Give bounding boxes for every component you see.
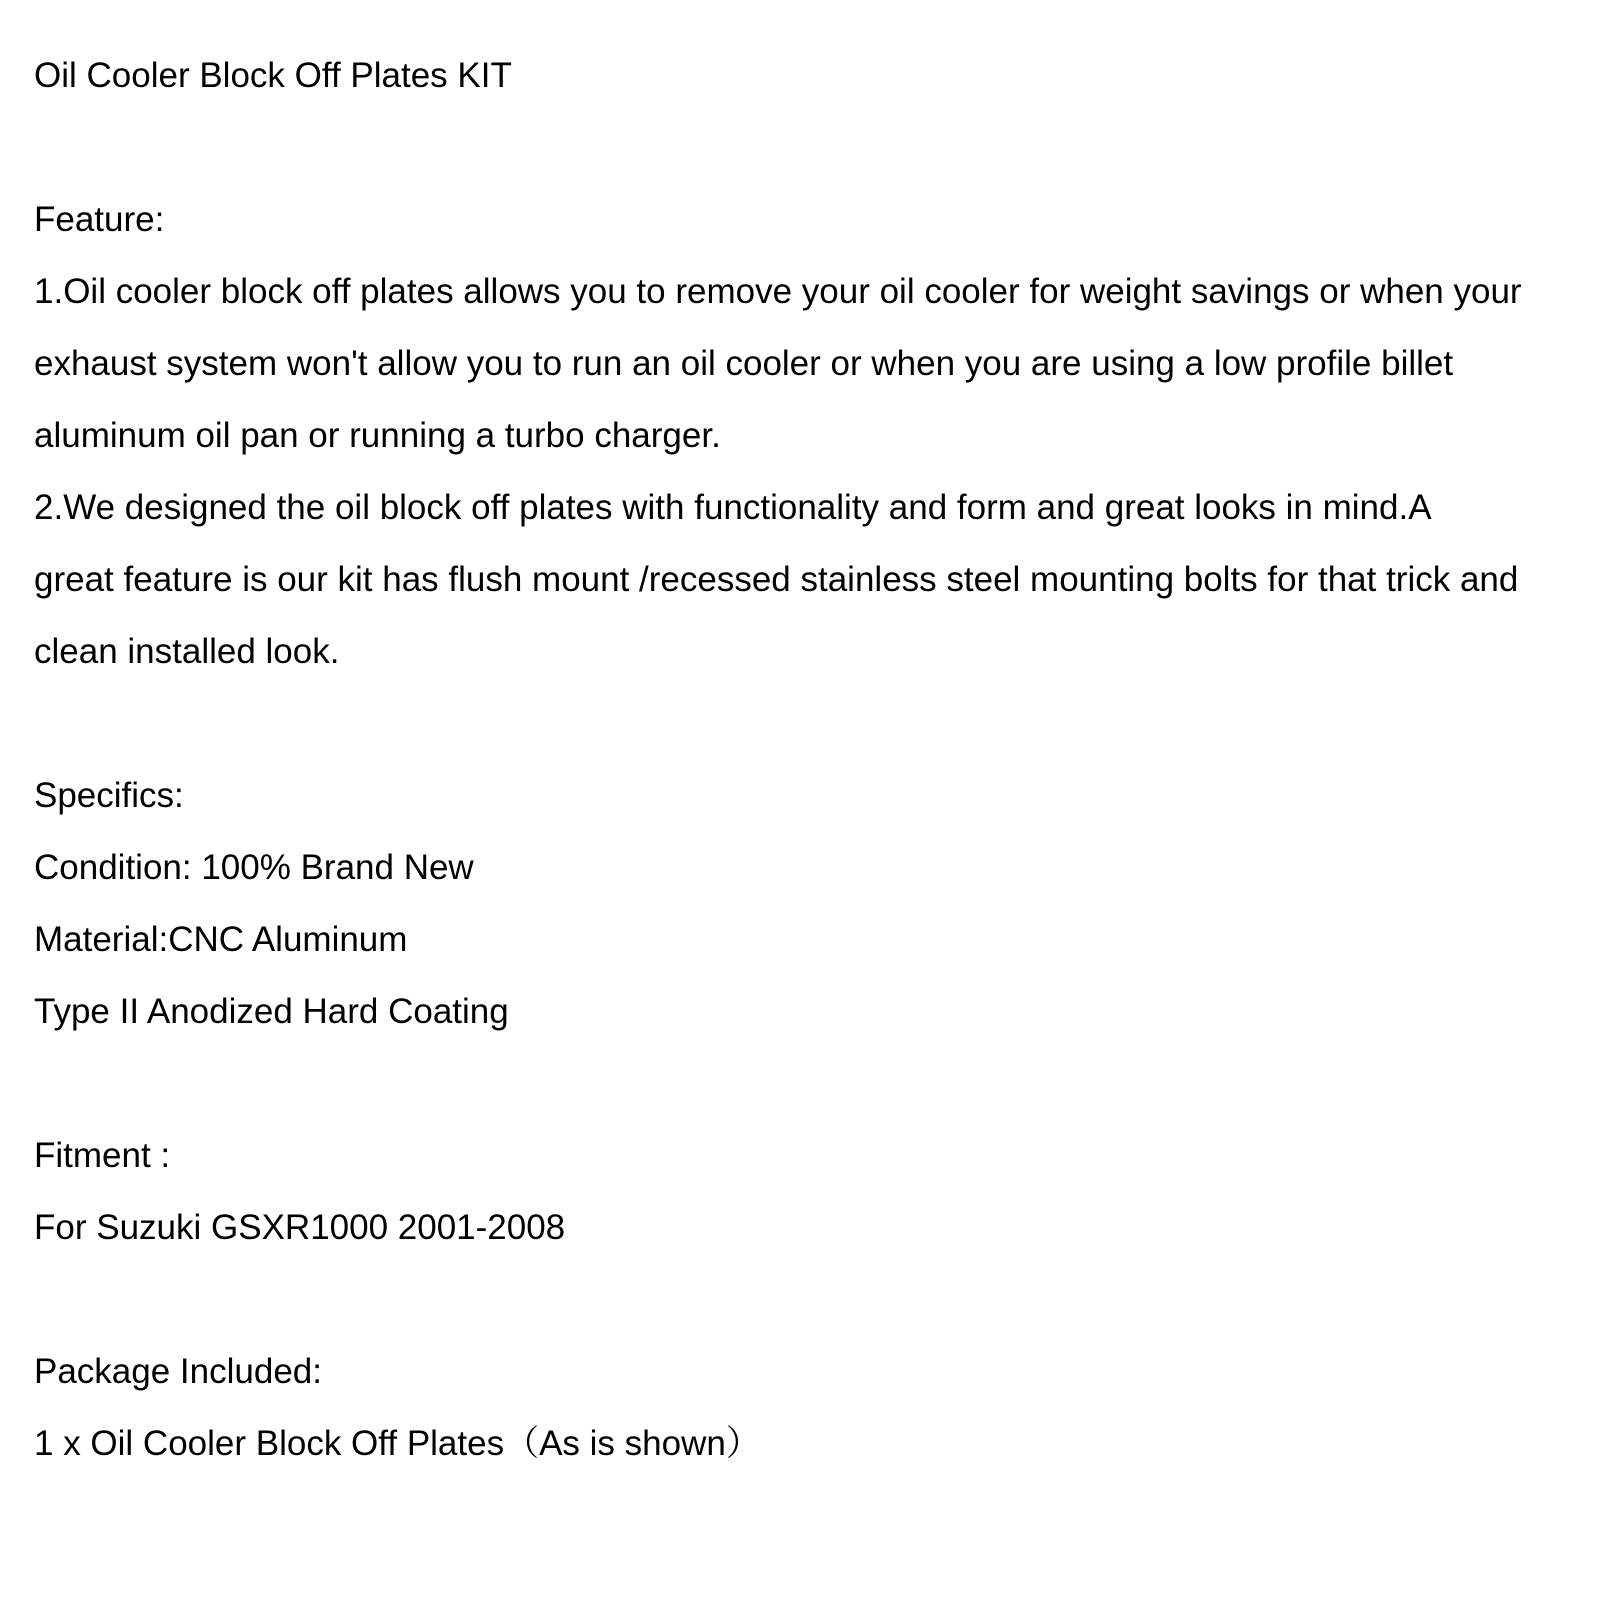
feature-line: aluminum oil pan or running a turbo charger. <box>34 416 721 455</box>
feature-line: exhaust system won't allow you to run an oil cooler or when you are using a low profile billet <box>34 344 1454 383</box>
specifics-line: Material:CNC Aluminum <box>34 920 408 959</box>
blank-line <box>34 1048 1574 1120</box>
product-description <box>34 40 1574 1480</box>
blank-line <box>34 112 1574 184</box>
package-line: 1 x Oil Cooler Block Off Plates（As is shown） <box>34 1424 761 1463</box>
feature-line: great feature is our kit has flush mount /recessed stainless steel mounting bolts for that trick and <box>34 560 1519 599</box>
package-section <box>34 1336 1574 1480</box>
specifics-line: Condition: 100% Brand New <box>34 848 474 887</box>
package-heading: Package Included: <box>34 1352 322 1391</box>
feature-section <box>34 184 1574 688</box>
specifics-heading: Specifics: <box>34 776 184 815</box>
blank-line <box>34 1264 1574 1336</box>
specifics-section <box>34 760 1574 1048</box>
feature-line: 2.We designed the oil block off plates with functionality and form and great looks in mind.A <box>34 488 1432 527</box>
document-title: Oil Cooler Block Off Plates KIT <box>34 56 512 95</box>
fitment-line: For Suzuki GSXR1000 2001-2008 <box>34 1208 566 1247</box>
fitment-heading: Fitment : <box>34 1136 171 1175</box>
blank-line <box>34 688 1574 760</box>
feature-heading: Feature: <box>34 200 165 239</box>
feature-line: clean installed look. <box>34 632 340 671</box>
specifics-line: Type II Anodized Hard Coating <box>34 992 509 1031</box>
feature-line: 1.Oil cooler block off plates allows you to remove your oil cooler for weight savings or when your <box>34 272 1522 311</box>
fitment-section <box>34 1120 1574 1264</box>
